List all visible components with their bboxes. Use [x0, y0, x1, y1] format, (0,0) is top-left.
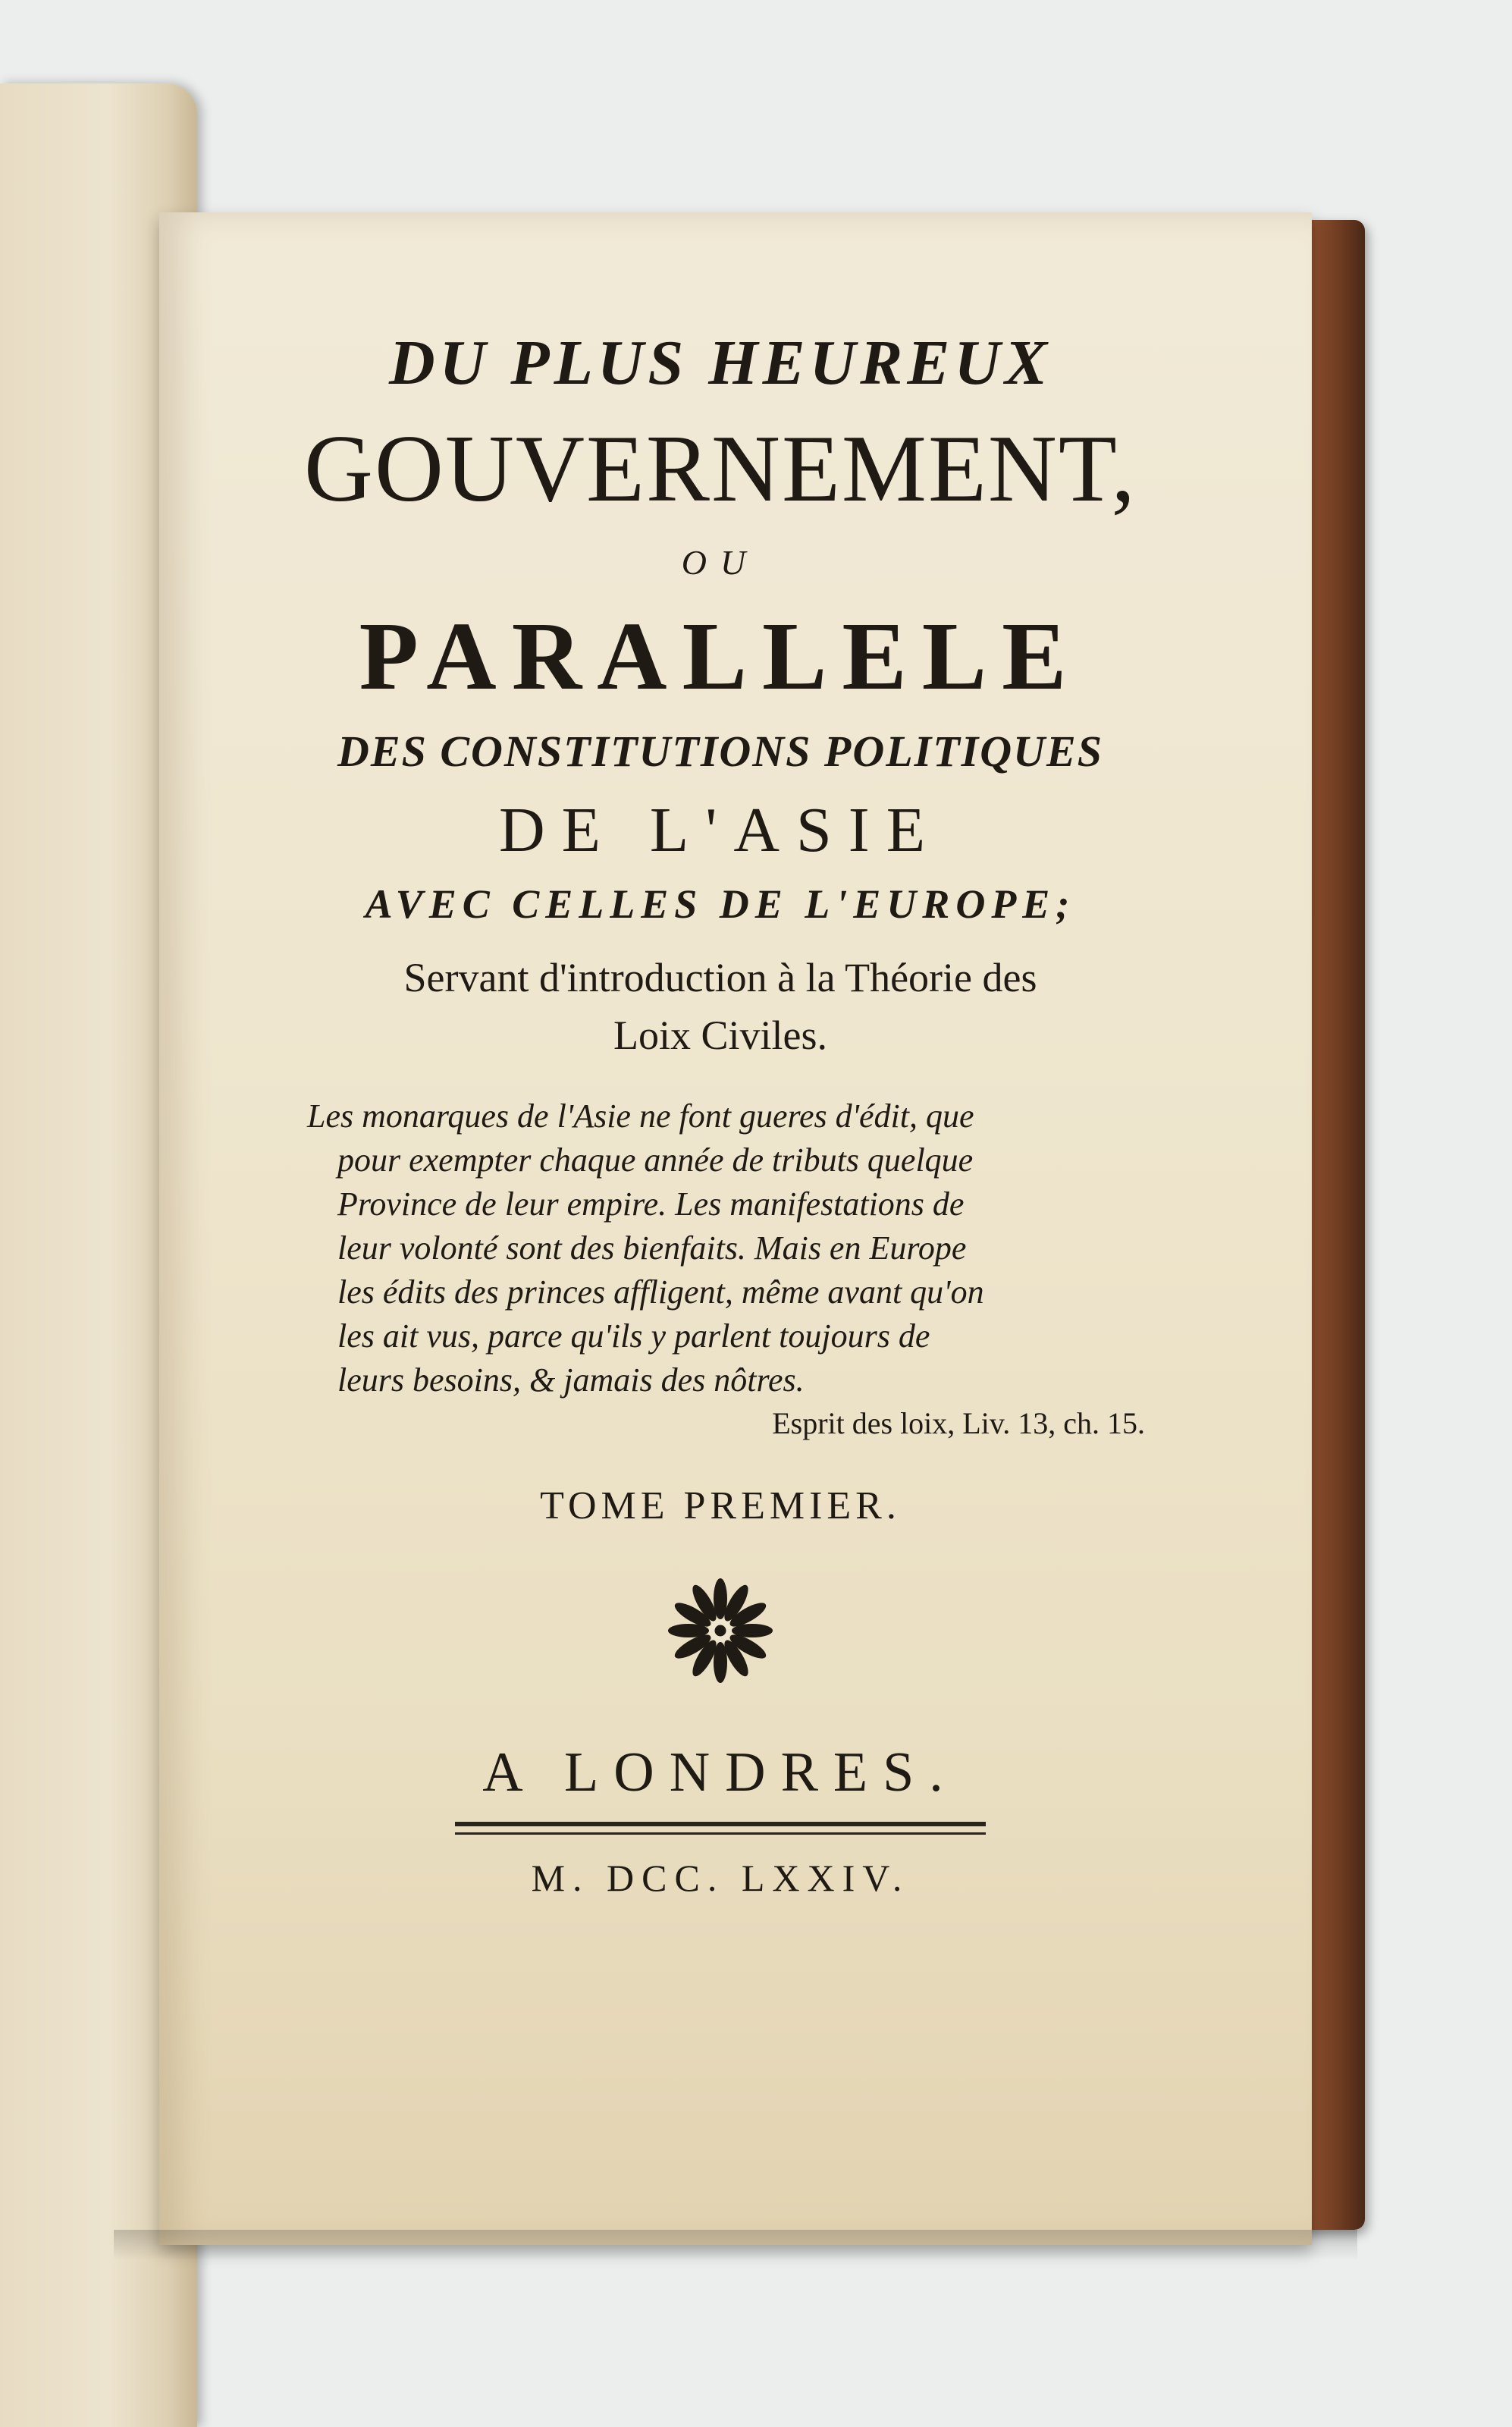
title-line-3: OU	[681, 543, 760, 582]
epigraph-source: Esprit des loix, Liv. 13, ch. 15.	[772, 1406, 1145, 1440]
epigraph	[284, 1094, 1156, 1402]
imprint-place: A LONDRES.	[482, 1741, 958, 1804]
title-line-7: AVEC CELLES DE L'EUROPE;	[365, 881, 1076, 927]
title-line-4: PARALLELE	[359, 602, 1082, 710]
title-page-text	[227, 326, 1213, 1900]
title-line-2: GOUVERNEMENT,	[303, 416, 1137, 522]
epigraph-line: les édits des princes affligent, même avant qu'on	[337, 1273, 984, 1311]
subtitle-line-1: Servant d'introduction à la Théorie des	[403, 955, 1037, 1000]
subtitle	[227, 949, 1213, 1064]
epigraph-line: les ait vus, parce qu'ils y parlent toujours de	[337, 1317, 930, 1355]
epigraph-line: Les monarques de l'Asie ne font gueres d'édit, que	[307, 1097, 974, 1135]
title-line-1: DU PLUS HEUREUX	[388, 328, 1052, 398]
epigraph-line: pour exempter chaque année de tributs quelque	[337, 1141, 974, 1179]
title-line-6: DE L'ASIE	[498, 795, 943, 865]
volume-label: TOME PREMIER.	[540, 1484, 901, 1527]
imprint-date: M. DCC. LXXIV.	[531, 1857, 910, 1899]
epigraph-line: leur volonté sont des bienfaits. Mais en Europe	[337, 1229, 967, 1267]
subtitle-line-2: Loix Civiles.	[613, 1013, 827, 1058]
epigraph-line: leurs besoins, & jamais des nôtres.	[337, 1361, 805, 1399]
epigraph-line: Province de leur empire. Les manifestations de	[337, 1185, 965, 1223]
double-rule	[455, 1822, 986, 1835]
page-shadow	[114, 2230, 1357, 2260]
printers-ornament-icon	[663, 1574, 777, 1688]
title-line-5: DES CONSTITUTIONS POLITIQUES	[337, 727, 1103, 776]
